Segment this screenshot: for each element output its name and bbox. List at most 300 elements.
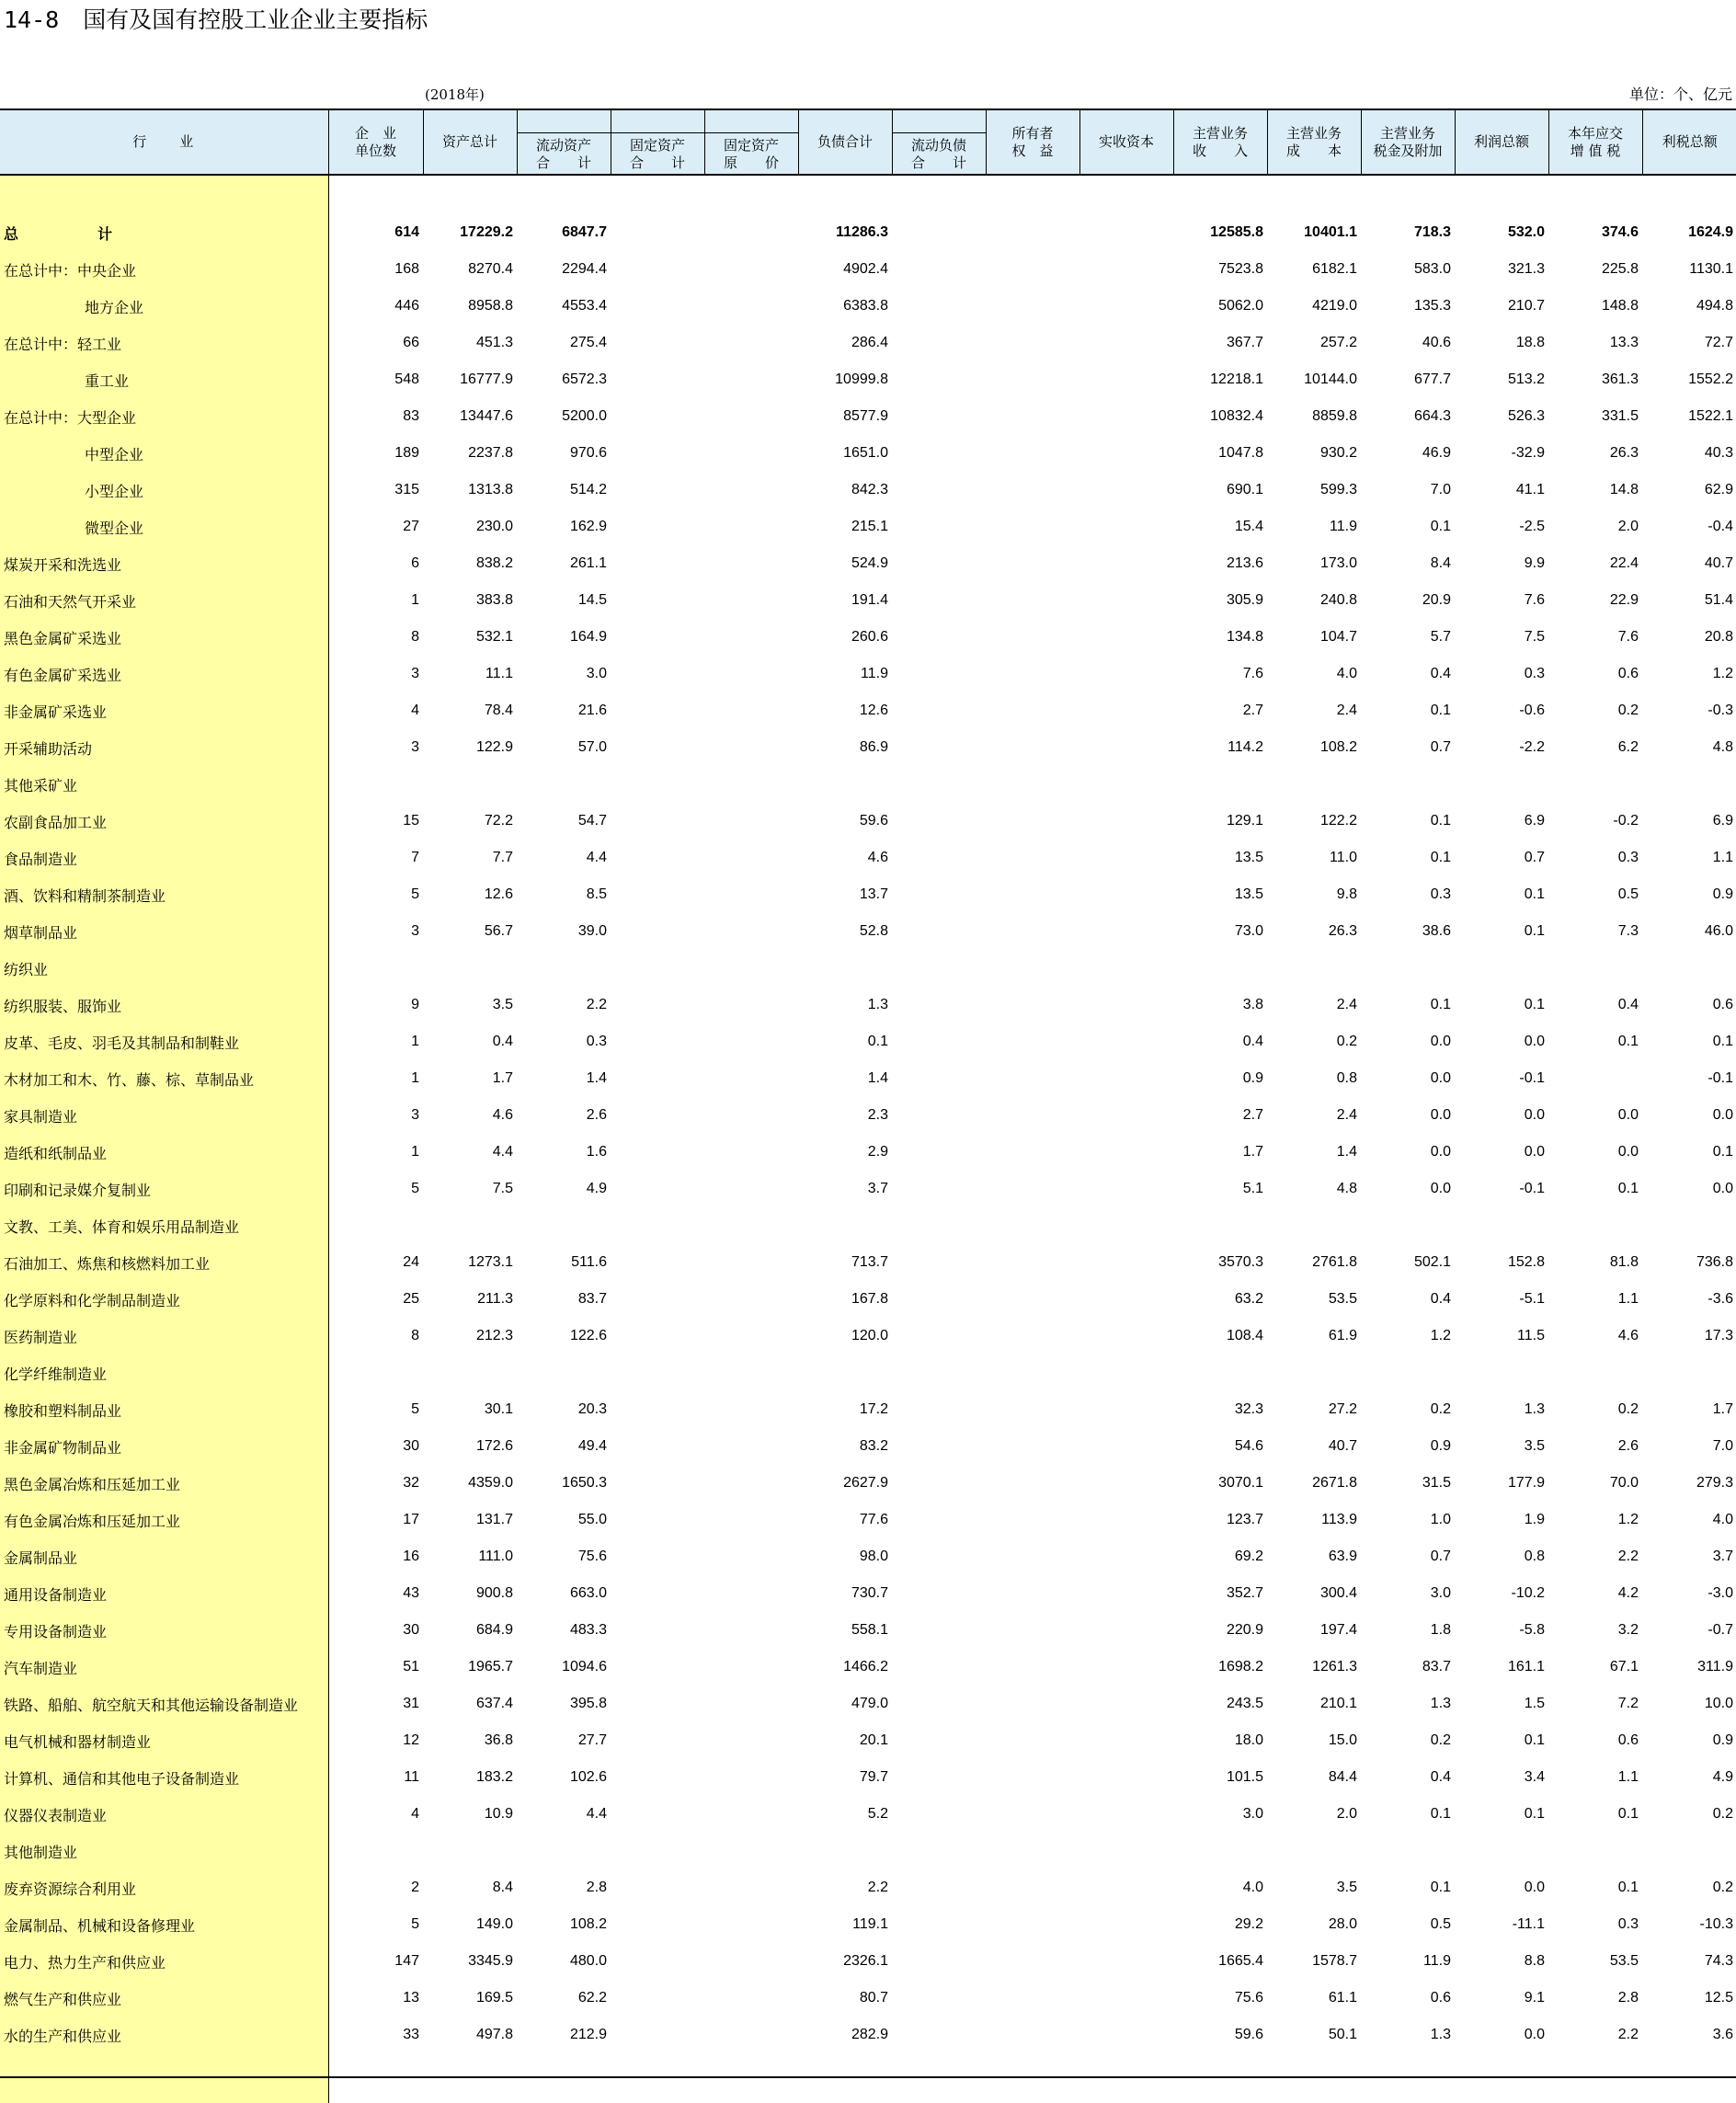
- value-cell: 842.3: [851, 482, 888, 497]
- value-cell: 3.2: [1617, 1622, 1639, 1638]
- value-cell: 70.0: [1609, 1475, 1639, 1491]
- value-cell: 53.5: [1609, 1953, 1639, 1969]
- value-cell: 210.7: [1507, 298, 1545, 314]
- value-cell: [798, 1207, 892, 1244]
- value-cell: 66: [403, 335, 419, 350]
- value-cell: [1548, 1354, 1642, 1391]
- value-cell: [892, 1428, 986, 1465]
- value-cell: [704, 1759, 798, 1796]
- value-cell: [986, 950, 1079, 987]
- value-cell: [1079, 1538, 1173, 1575]
- value-cell: [611, 1722, 704, 1759]
- value-cell: 212.9: [569, 2027, 607, 2042]
- value-cell: 83: [403, 408, 419, 424]
- value-cell: 0.4: [492, 1034, 513, 1049]
- value-cell: [1361, 950, 1455, 987]
- value-cell: [611, 656, 704, 692]
- value-cell: [1361, 1207, 1455, 1244]
- value-cell: 16777.9: [460, 371, 513, 387]
- value-cell: 0.2: [1336, 1034, 1357, 1049]
- value-cell: 0.1: [1430, 1806, 1451, 1822]
- value-cell: [328, 1207, 423, 1244]
- value-cell: 331.5: [1601, 408, 1639, 424]
- value-cell: 4.2: [1617, 1585, 1639, 1601]
- value-cell: 4.6: [867, 850, 888, 865]
- value-cell: [611, 803, 704, 840]
- value-cell: [986, 1833, 1079, 1869]
- value-cell: 0.9: [1430, 1438, 1451, 1454]
- value-cell: [611, 288, 704, 325]
- value-cell: [704, 1060, 798, 1097]
- value-cell: 2.0: [1336, 1806, 1357, 1822]
- value-cell: 135.3: [1413, 298, 1451, 314]
- value-cell: [704, 950, 798, 987]
- value-cell: 5: [411, 886, 419, 902]
- value-cell: 0.2: [1430, 1401, 1451, 1417]
- value-cell: [986, 1318, 1079, 1354]
- value-cell: 167.8: [851, 1291, 888, 1307]
- value-cell: 3.7: [867, 1181, 888, 1196]
- value-cell: [892, 1134, 986, 1171]
- value-cell: 483.3: [569, 1622, 607, 1638]
- header-current-assets: 流动资产 合 计: [517, 109, 611, 175]
- value-cell: 0.5: [1430, 1916, 1451, 1932]
- value-cell: [986, 656, 1079, 692]
- value-cell: 0.6: [1617, 666, 1639, 681]
- value-cell: 480.0: [569, 1953, 607, 1969]
- value-cell: 305.9: [1226, 592, 1263, 608]
- value-cell: [423, 766, 517, 803]
- value-cell: [704, 876, 798, 913]
- value-cell: 0.1: [1430, 813, 1451, 829]
- value-cell: [892, 1391, 986, 1428]
- value-cell: [892, 619, 986, 656]
- value-cell: [1079, 1244, 1173, 1281]
- industry-cell: 医药制造业: [0, 1318, 328, 1354]
- table-row: [0, 876, 1736, 913]
- value-cell: 101.5: [1226, 1769, 1263, 1785]
- industry-cell: 食品制造业: [0, 840, 328, 876]
- value-cell: 494.8: [1696, 298, 1733, 314]
- value-cell: 12.5: [1704, 1990, 1733, 2006]
- value-cell: 2294.4: [562, 261, 607, 277]
- value-cell: 0.3: [1430, 886, 1451, 902]
- value-cell: 8958.8: [468, 298, 513, 314]
- table-row: [0, 840, 1736, 876]
- value-cell: 213.6: [1226, 555, 1263, 571]
- value-cell: [704, 1171, 798, 1207]
- value-cell: 1313.8: [468, 482, 513, 497]
- value-cell: 7.7: [492, 850, 513, 865]
- value-cell: [986, 435, 1079, 472]
- value-cell: [704, 1354, 798, 1391]
- value-cell: [611, 582, 704, 619]
- value-cell: 53.5: [1328, 1291, 1357, 1307]
- value-cell: [611, 251, 704, 288]
- value-cell: 1.4: [586, 1070, 607, 1086]
- value-cell: [611, 1318, 704, 1354]
- value-cell: [892, 214, 986, 251]
- value-cell: 1094.6: [562, 1659, 607, 1674]
- value-cell: 73.0: [1234, 923, 1263, 939]
- value-cell: 684.9: [475, 1622, 513, 1638]
- value-cell: 0.1: [1712, 1034, 1733, 1049]
- value-cell: 98.0: [859, 1549, 888, 1564]
- value-cell: [986, 1391, 1079, 1428]
- value-cell: [1079, 1906, 1173, 1943]
- value-cell: 3570.3: [1218, 1254, 1263, 1270]
- value-cell: [892, 1502, 986, 1538]
- value-cell: 0.1: [1617, 1034, 1639, 1049]
- value-cell: 11.1: [485, 666, 513, 681]
- industry-cell: 皮革、毛皮、羽毛及其制品和制鞋业: [0, 1023, 328, 1060]
- value-cell: [1079, 1023, 1173, 1060]
- value-cell: 31.5: [1422, 1475, 1451, 1491]
- value-cell: 532.1: [475, 629, 513, 645]
- value-cell: 134.8: [1226, 629, 1263, 645]
- value-cell: [892, 325, 986, 361]
- value-cell: [1079, 1134, 1173, 1171]
- industry-cell: 有色金属矿采选业: [0, 656, 328, 692]
- value-cell: 0.2: [1430, 1732, 1451, 1748]
- value-cell: 0.1: [1524, 1732, 1545, 1748]
- value-cell: [328, 1354, 423, 1391]
- value-cell: [704, 1722, 798, 1759]
- value-cell: 1522.1: [1688, 408, 1733, 424]
- value-cell: 1.6: [586, 1144, 607, 1160]
- value-cell: [986, 1538, 1079, 1575]
- industry-cell: 总 计: [0, 214, 328, 251]
- table-row: [0, 398, 1736, 435]
- industry-cell: 在总计中：中央企业: [0, 251, 328, 288]
- value-cell: -10.3: [1699, 1916, 1733, 1932]
- value-cell: 374.6: [1601, 224, 1639, 240]
- value-cell: -0.1: [1519, 1181, 1545, 1196]
- value-cell: 7.5: [492, 1181, 513, 1196]
- value-cell: [704, 1980, 798, 2017]
- value-cell: 20.1: [859, 1732, 888, 1748]
- value-cell: 152.8: [1507, 1254, 1545, 1270]
- value-cell: [892, 1906, 986, 1943]
- value-cell: 3.5: [1524, 1438, 1545, 1454]
- value-cell: [1267, 950, 1361, 987]
- value-cell: [1079, 325, 1173, 361]
- value-cell: [986, 1943, 1079, 1980]
- value-cell: 40.6: [1422, 335, 1451, 350]
- value-cell: 9.8: [1336, 886, 1357, 902]
- value-cell: [892, 1171, 986, 1207]
- value-cell: [986, 361, 1079, 398]
- value-cell: [611, 987, 704, 1023]
- value-cell: [704, 1391, 798, 1428]
- value-cell: [611, 325, 704, 361]
- value-cell: 169.5: [475, 1990, 513, 2006]
- value-cell: 17.3: [1704, 1328, 1733, 1343]
- value-cell: [986, 766, 1079, 803]
- value-cell: [892, 1465, 986, 1502]
- table-row: [0, 1207, 1736, 1244]
- value-cell: 26.3: [1609, 445, 1639, 461]
- value-cell: 446: [394, 298, 419, 314]
- value-cell: 4359.0: [468, 1475, 513, 1491]
- value-cell: [1079, 251, 1173, 288]
- value-cell: 361.3: [1601, 371, 1639, 387]
- value-cell: 113.9: [1321, 1512, 1357, 1527]
- value-cell: 10401.1: [1304, 224, 1357, 240]
- value-cell: 197.4: [1319, 1622, 1357, 1638]
- value-cell: 12.6: [859, 703, 888, 718]
- value-cell: [986, 876, 1079, 913]
- statistics-table: [0, 109, 1736, 2086]
- value-cell: -0.2: [1613, 813, 1639, 829]
- value-cell: 0.0: [1430, 1144, 1451, 1160]
- value-cell: [1642, 1833, 1736, 1869]
- value-cell: [704, 509, 798, 545]
- value-cell: [798, 766, 892, 803]
- value-cell: [986, 692, 1079, 729]
- value-cell: [1079, 398, 1173, 435]
- industry-cell: 地方企业: [0, 288, 328, 325]
- value-cell: 177.9: [1507, 1475, 1545, 1491]
- value-cell: [611, 1244, 704, 1281]
- value-cell: [611, 1796, 704, 1833]
- value-cell: [611, 1833, 704, 1869]
- value-cell: 18.0: [1234, 1732, 1263, 1748]
- value-cell: 4.6: [1617, 1328, 1639, 1343]
- value-cell: [892, 1869, 986, 1906]
- value-cell: 0.0: [1524, 1034, 1545, 1049]
- value-cell: [892, 1722, 986, 1759]
- industry-cell: 木材加工和木、竹、藤、棕、草制品业: [0, 1060, 328, 1097]
- value-cell: [892, 361, 986, 398]
- value-cell: [1079, 1943, 1173, 1980]
- value-cell: 86.9: [859, 739, 888, 755]
- table-row: [0, 1686, 1736, 1722]
- value-cell: [892, 1538, 986, 1575]
- value-cell: 677.7: [1413, 371, 1451, 387]
- value-cell: 40.7: [1704, 555, 1733, 571]
- value-cell: [611, 1023, 704, 1060]
- value-cell: [611, 361, 704, 398]
- value-cell: [611, 766, 704, 803]
- value-cell: 30: [403, 1622, 419, 1638]
- value-cell: 0.4: [1242, 1034, 1263, 1049]
- value-cell: [1079, 1686, 1173, 1722]
- value-cell: [798, 1833, 892, 1869]
- value-cell: [1548, 1060, 1642, 1097]
- value-cell: 215.1: [851, 519, 888, 534]
- header-total-liabilities: 负债合计: [798, 109, 892, 175]
- value-cell: [704, 1538, 798, 1575]
- value-cell: [986, 1281, 1079, 1318]
- table-row: [0, 435, 1736, 472]
- industry-cell: 酒、饮料和精制茶制造业: [0, 876, 328, 913]
- value-cell: 56.7: [484, 923, 513, 939]
- table-row: [0, 1869, 1736, 1906]
- value-cell: 225.8: [1601, 261, 1639, 277]
- value-cell: 0.8: [1336, 1070, 1357, 1086]
- value-cell: [1267, 1354, 1361, 1391]
- value-cell: [986, 214, 1079, 251]
- value-cell: 114.2: [1228, 739, 1263, 755]
- value-cell: 2.6: [1617, 1438, 1639, 1454]
- value-cell: 28.0: [1328, 1916, 1357, 1932]
- value-cell: [1079, 288, 1173, 325]
- value-cell: [892, 1833, 986, 1869]
- value-cell: [611, 1207, 704, 1244]
- value-cell: [611, 729, 704, 766]
- value-cell: [704, 214, 798, 251]
- value-cell: [704, 1906, 798, 1943]
- value-cell: [986, 582, 1079, 619]
- value-cell: 1.0: [1430, 1512, 1451, 1527]
- value-cell: 17.2: [859, 1401, 888, 1417]
- industry-cell: 仪器仪表制造业: [0, 1796, 328, 1833]
- value-cell: 2.9: [867, 1144, 888, 1160]
- value-cell: 61.9: [1328, 1328, 1357, 1343]
- value-cell: [704, 1465, 798, 1502]
- value-cell: 20.3: [577, 1401, 607, 1417]
- header-profit-tax-total: 利税总额: [1642, 109, 1736, 175]
- value-cell: [1079, 876, 1173, 913]
- value-cell: 108.2: [1319, 739, 1357, 755]
- value-cell: [704, 1833, 798, 1869]
- industry-cell: 通用设备制造业: [0, 1575, 328, 1612]
- value-cell: 1.3: [867, 997, 888, 1012]
- value-cell: 395.8: [569, 1696, 607, 1711]
- table-row: [0, 1354, 1736, 1391]
- value-cell: -5.1: [1519, 1291, 1545, 1307]
- value-cell: 78.4: [484, 703, 513, 718]
- value-cell: [892, 987, 986, 1023]
- value-cell: [986, 803, 1079, 840]
- value-cell: 513.2: [1507, 371, 1545, 387]
- value-cell: -11.1: [1512, 1916, 1545, 1932]
- table-row: [0, 913, 1736, 950]
- value-cell: -0.1: [1707, 1070, 1733, 1086]
- industry-cell: 化学纤维制造业: [0, 1354, 328, 1391]
- value-cell: 10832.4: [1210, 408, 1263, 424]
- value-cell: 1698.2: [1218, 1659, 1263, 1674]
- value-cell: [1455, 1207, 1548, 1244]
- value-cell: [611, 472, 704, 509]
- value-cell: [1079, 582, 1173, 619]
- value-cell: 7.6: [1617, 629, 1639, 645]
- value-cell: [704, 1244, 798, 1281]
- table-row: [0, 950, 1736, 987]
- value-cell: 279.3: [1696, 1475, 1733, 1491]
- value-cell: [986, 1796, 1079, 1833]
- value-cell: 104.7: [1319, 629, 1357, 645]
- value-cell: 0.0: [1524, 1107, 1545, 1123]
- value-cell: [704, 766, 798, 803]
- industry-cell: 有色金属冶炼和压延加工业: [0, 1502, 328, 1538]
- value-cell: 1466.2: [843, 1659, 888, 1674]
- value-cell: 6847.7: [562, 224, 607, 240]
- value-cell: [1548, 1833, 1642, 1869]
- value-cell: [704, 1023, 798, 1060]
- header-row: [0, 109, 1736, 175]
- value-cell: 1: [411, 1034, 419, 1049]
- value-cell: [892, 545, 986, 582]
- industry-cell: 非金属矿物制品业: [0, 1428, 328, 1465]
- value-cell: [611, 1281, 704, 1318]
- value-cell: [1361, 1833, 1455, 1869]
- industry-cell: 水的生产和供应业: [0, 2017, 328, 2053]
- value-cell: [892, 1980, 986, 2017]
- industry-cell: 小型企业: [0, 472, 328, 509]
- value-cell: 1.2: [1712, 666, 1733, 681]
- header-total-assets: 资产总计: [423, 109, 517, 175]
- value-cell: [704, 545, 798, 582]
- value-cell: 0.3: [1617, 1916, 1639, 1932]
- value-cell: 15: [403, 813, 419, 829]
- value-cell: [1079, 1980, 1173, 2017]
- value-cell: 1651.0: [843, 445, 888, 461]
- value-cell: 46.0: [1704, 923, 1733, 939]
- value-cell: 40.7: [1328, 1438, 1357, 1454]
- header-main-tax: 主营业务 税金及附加: [1361, 109, 1455, 175]
- value-cell: [611, 1649, 704, 1686]
- value-cell: 2.0: [1617, 519, 1639, 534]
- value-cell: [892, 1649, 986, 1686]
- value-cell: 5.2: [867, 1806, 888, 1822]
- industry-cell: 橡胶和塑料制品业: [0, 1391, 328, 1428]
- value-cell: [704, 1943, 798, 1980]
- value-cell: 40.3: [1704, 445, 1733, 461]
- value-cell: [986, 1060, 1079, 1097]
- value-cell: [986, 1207, 1079, 1244]
- value-cell: 599.3: [1319, 482, 1357, 497]
- value-cell: 451.3: [475, 335, 513, 350]
- value-cell: 970.6: [569, 445, 607, 461]
- value-cell: [611, 1097, 704, 1134]
- value-cell: 122.2: [1319, 813, 1357, 829]
- industry-cell: 黑色金属冶炼和压延加工业: [0, 1465, 328, 1502]
- value-cell: [1079, 1502, 1173, 1538]
- value-cell: 1965.7: [468, 1659, 513, 1674]
- header-enterprise-count: 企 业 单位数: [328, 109, 423, 175]
- value-cell: 2237.8: [468, 445, 513, 461]
- value-cell: 1624.9: [1688, 224, 1733, 240]
- value-cell: 5: [411, 1401, 419, 1417]
- value-cell: 63.9: [1328, 1549, 1357, 1564]
- value-cell: -0.7: [1707, 1622, 1733, 1638]
- value-cell: [1455, 766, 1548, 803]
- value-cell: 7.0: [1430, 482, 1451, 497]
- value-cell: [892, 913, 986, 950]
- value-cell: 149.0: [475, 1916, 513, 1932]
- value-cell: [611, 1134, 704, 1171]
- value-cell: 212.3: [475, 1328, 513, 1343]
- value-cell: 8.8: [1524, 1953, 1545, 1969]
- header-owners-equity: 所有者 权 益: [986, 109, 1079, 175]
- value-cell: [986, 1023, 1079, 1060]
- table-row: [0, 251, 1736, 288]
- value-cell: [986, 1244, 1079, 1281]
- value-cell: 6383.8: [843, 298, 888, 314]
- industry-cell: 农副食品加工业: [0, 803, 328, 840]
- value-cell: 1: [411, 592, 419, 608]
- value-cell: [1361, 1354, 1455, 1391]
- value-cell: [986, 1686, 1079, 1722]
- value-cell: 11.0: [1330, 850, 1357, 865]
- value-cell: 172.6: [475, 1438, 513, 1454]
- value-cell: 663.0: [569, 1585, 607, 1601]
- value-cell: [892, 1281, 986, 1318]
- value-cell: 0.7: [1430, 739, 1451, 755]
- value-cell: 240.8: [1319, 592, 1357, 608]
